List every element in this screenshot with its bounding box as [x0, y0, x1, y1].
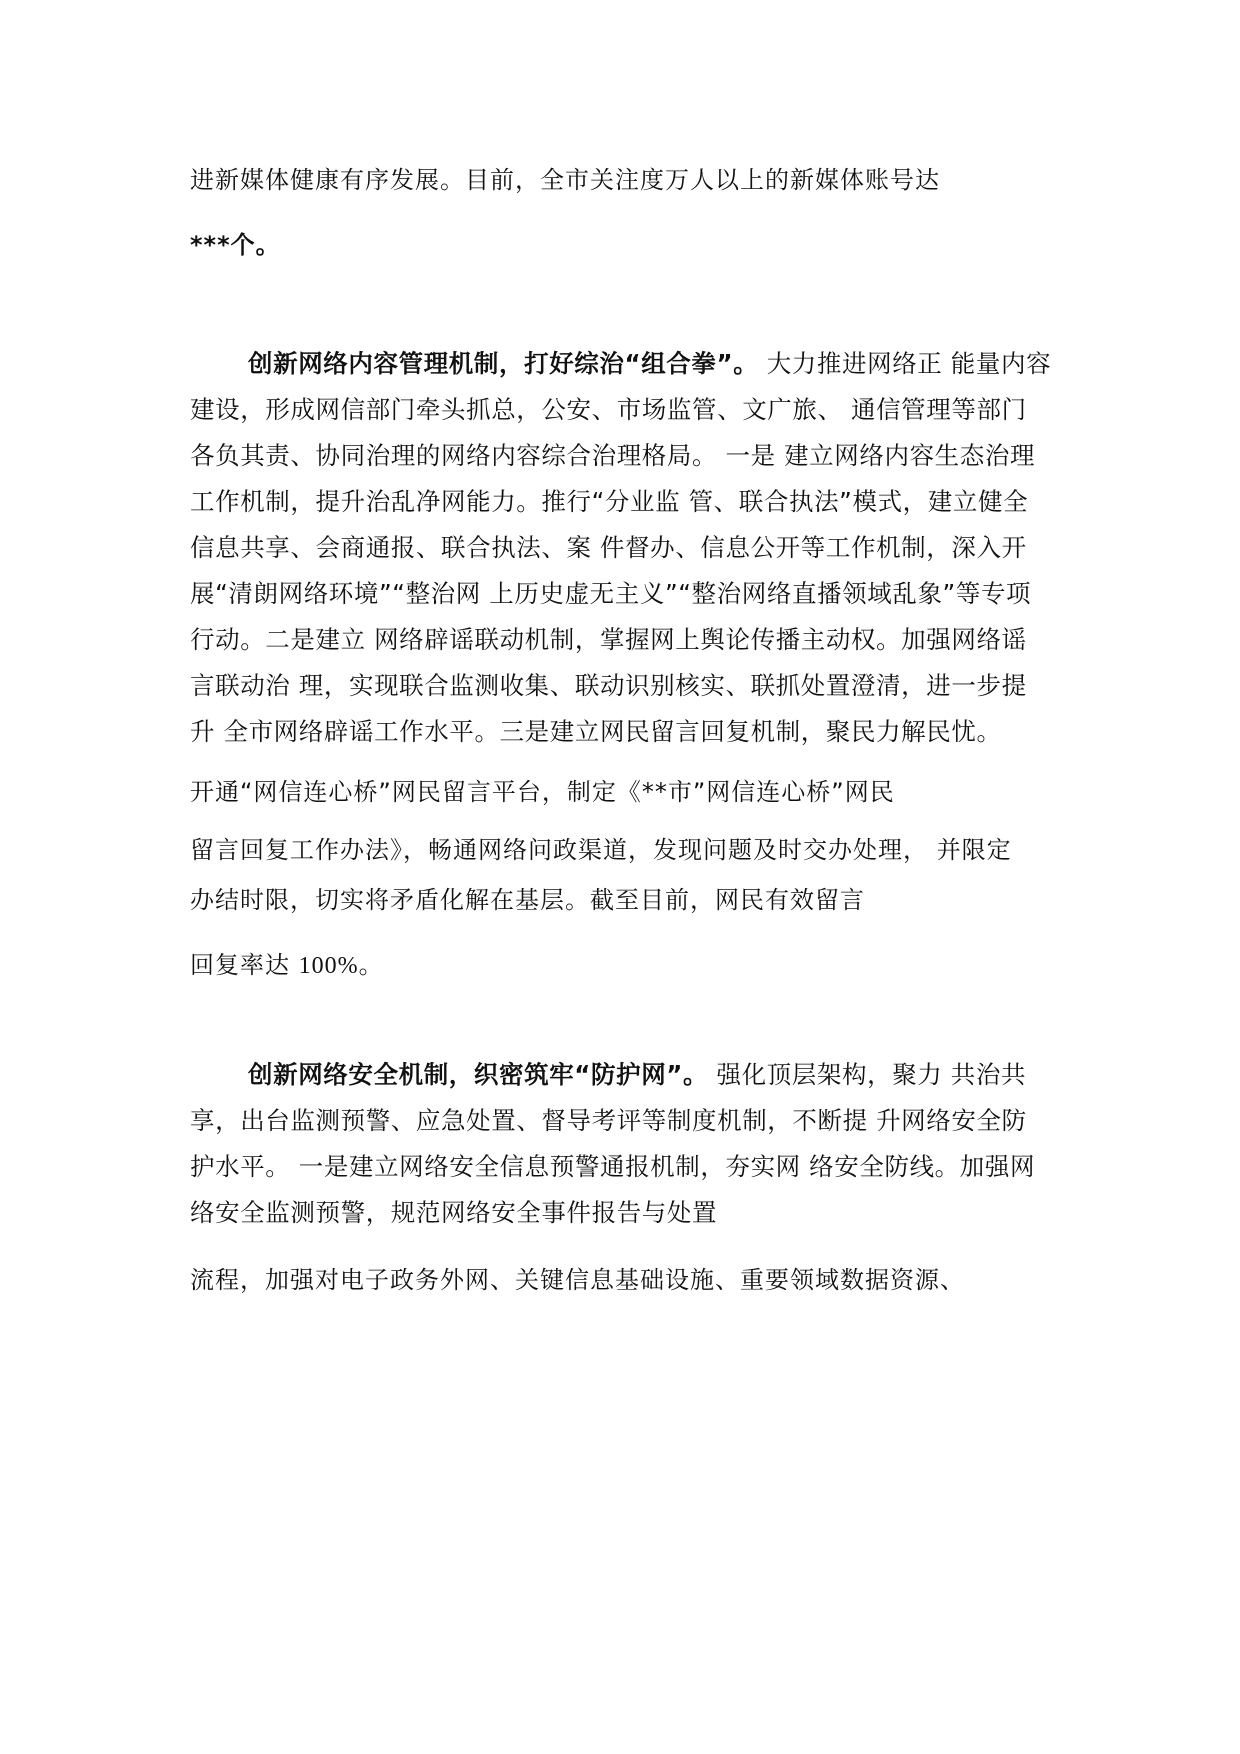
section2-line: 护水平。 一是建立网络安全信息预警通报机制，夯实网 络安全防线。加强网	[190, 1152, 1036, 1181]
section1-heading: 创新网络内容管理机制，打好综治“组合拳”。	[248, 349, 759, 378]
section1-line: 信息共享、会商通报、联合执法、案 件督办、信息公开等工作机制，深入开	[190, 533, 1027, 562]
rate-value: 100%。	[298, 953, 384, 979]
section2-line: 络安全监测预警，规范网络安全事件报告与处置	[190, 1198, 718, 1227]
section1-line: 建设，形成网信部门牵头抓总，公安、市场监管、文广旅、 通信管理等部门	[190, 395, 1027, 424]
section1-tail-line: 办结时限，切实将矛盾化解在基层。截至目前，网民有效留言	[190, 886, 865, 914]
section2-heading: 创新网络安全机制，织密筑牢“防护网”。	[248, 1060, 709, 1089]
section1-tail-line: 开通“网信连心桥”网民留言平台，制定《**市”网信连心桥”网民	[190, 778, 895, 806]
section1-line: 展“清朗网络环境”“整治网 上历史虚无主义”“整治网络直播领域乱象”等专项	[190, 579, 1032, 608]
section1-tail-line: 留言回复工作办法》，畅通网络问政渠道，发现问题及时交办处理， 并限定	[190, 836, 1012, 864]
section2-line: 享，出台监测预警、应急处置、督导考评等制度机制，不断提 升网络安全防	[190, 1106, 1027, 1135]
section1-line: 升 全市网络辟谣工作水平。三是建立网民留言回复机制，聚民力解民忧。	[190, 717, 1002, 746]
section1-line: 言联动治 理，实现联合监测收集、联动识别核实、联抓处置澄清，进一步提	[190, 671, 1027, 700]
section2-first-line	[248, 1058, 1026, 1092]
section1-rate-line	[190, 948, 384, 983]
section2-first-line-rest: 强化顶层架构，聚力 共治共	[716, 1060, 1027, 1089]
section1-first-line	[248, 347, 1051, 381]
section1-line: 工作机制，提升治乱净网能力。推行“分业监 管、联合执法”模式，建立健全	[190, 487, 1029, 516]
section1-line: 行动。二是建立 网络辟谣联动机制，掌握网上舆论传播主动权。加强网络谣	[190, 625, 1027, 654]
rate-prefix: 回复率达	[190, 951, 290, 979]
section2-tail-line: 流程，加强对电子政务外网、关键信息基础设施、重要领域数据资源、	[190, 1266, 965, 1294]
section1-line: 各负其责、协同治理的网络内容综合治理格局。 一是 建立网络内容生态治理	[190, 441, 1036, 470]
intro-line-2: ***个。	[190, 231, 281, 259]
section1-first-line-rest: 大力推进网络正 能量内容	[766, 349, 1052, 378]
intro-line-1: 进新媒体健康有序发展。目前，全市关注度万人以上的新媒体账号达	[190, 166, 940, 194]
